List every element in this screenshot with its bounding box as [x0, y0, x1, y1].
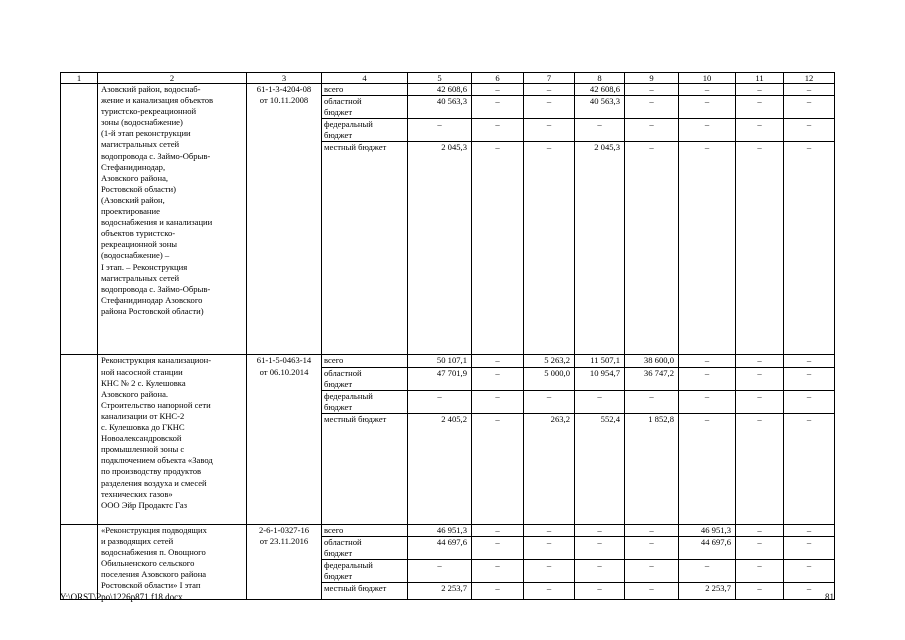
amount-cell: –: [524, 537, 575, 560]
project-name-line: магистральных сетей: [101, 139, 180, 150]
amount-cell: 42 608,6: [408, 84, 472, 96]
amount-cell: –: [575, 119, 625, 142]
amount-cell: –: [625, 142, 679, 355]
funding-source-line: всего: [324, 355, 344, 366]
funding-source-cell: [322, 537, 408, 560]
funding-source-line: областной: [324, 96, 362, 107]
funding-source-line: областной: [324, 367, 362, 378]
project-name-line: технических газов»: [101, 488, 173, 499]
project-name-line: Обильненского сельского: [101, 558, 195, 569]
amount-cell: –: [736, 96, 784, 119]
project-name-line: ной насосной станции: [101, 366, 183, 377]
project-name-line: Стефанидинодар Азовского: [101, 294, 203, 305]
amount-cell: 47 701,9: [408, 367, 472, 390]
project-name-line: водопровода с. Займо-Обрыв-: [101, 283, 211, 294]
amount-cell: –: [736, 367, 784, 390]
footer-page-number: 81: [825, 592, 834, 602]
amount-cell: –: [784, 119, 835, 142]
project-name-line: магистральных сетей: [101, 272, 180, 283]
project-name-cell: [98, 84, 247, 355]
amount-cell: –: [472, 119, 524, 142]
project-name-line: (водоснабжение) –: [101, 250, 170, 261]
funding-source-line: федеральный: [324, 560, 373, 571]
project-name-line: водопровода с. Займо-Обрыв-: [101, 150, 211, 161]
funding-source-cell: [322, 413, 408, 524]
project-name-line: Ростовской области): [101, 183, 177, 194]
amount-cell: 44 697,6: [679, 537, 736, 560]
project-name-line: по производству продуктов: [101, 466, 202, 477]
amount-cell: –: [679, 355, 736, 367]
amount-cell: 40 563,3: [408, 96, 472, 119]
funding-source-line: федеральный: [324, 119, 373, 130]
col-header: 4: [322, 73, 408, 84]
col-header: 3: [247, 73, 322, 84]
project-name-line: жение и канализация объектов: [101, 95, 214, 106]
funding-source-line: бюджет: [324, 401, 353, 412]
col-header: 7: [524, 73, 575, 84]
funding-source-line: всего: [324, 524, 344, 535]
amount-cell: –: [784, 524, 835, 536]
amount-cell: –: [524, 390, 575, 413]
row-number-cell: [61, 355, 98, 524]
amount-cell: –: [784, 142, 835, 355]
amount-cell: –: [784, 560, 835, 583]
amount-cell: –: [625, 96, 679, 119]
project-name-line: Новоалександровской: [101, 433, 182, 444]
project-name-line: разделения воздуха и смесей: [101, 477, 207, 488]
funding-source-line: бюджет: [324, 107, 353, 118]
funding-source-cell: [322, 583, 408, 600]
amount-cell: –: [736, 355, 784, 367]
project-name-line: объектов туристско-: [101, 228, 176, 239]
col-header: 12: [784, 73, 835, 84]
expertise-code-line: от 06.10.2014: [259, 366, 309, 377]
funding-source-cell: [322, 96, 408, 119]
amount-cell: –: [736, 390, 784, 413]
funding-source-line: местный бюджет: [324, 142, 387, 153]
project-name-cell: [98, 355, 247, 524]
amount-cell: –: [784, 583, 835, 600]
expertise-code-line: от 23.11.2016: [259, 536, 309, 547]
project-name-line: Азовский район, водоснаб-: [101, 84, 201, 94]
project-name-line: КНС № 2 с. Кулешовка: [101, 377, 186, 388]
expertise-code-line: 61-1-3-4204-08: [256, 84, 312, 94]
funding-source-line: областной: [324, 537, 362, 548]
funding-source-cell: [322, 142, 408, 355]
amount-cell: –: [575, 537, 625, 560]
project-name-line: подключением объекта «Завод: [101, 455, 213, 466]
project-name-cell: [98, 524, 247, 599]
project-name-line: поселения Азовского района: [101, 569, 207, 580]
amount-cell: –: [575, 524, 625, 536]
amount-cell: 46 951,3: [408, 524, 472, 536]
project-name-line: Азовского района,: [101, 172, 169, 183]
amount-cell: –: [625, 390, 679, 413]
amount-cell: 50 107,1: [408, 355, 472, 367]
amount-cell: 2 045,3: [575, 142, 625, 355]
amount-cell: –: [408, 119, 472, 142]
amount-cell: –: [736, 142, 784, 355]
col-header: 1: [61, 73, 98, 84]
amount-cell: –: [472, 367, 524, 390]
amount-cell: –: [736, 583, 784, 600]
amount-cell: –: [784, 355, 835, 367]
table-row: [61, 84, 835, 96]
amount-cell: 40 563,3: [575, 96, 625, 119]
amount-cell: –: [472, 413, 524, 524]
col-header: 10: [679, 73, 736, 84]
row-number-cell: [61, 524, 98, 599]
amount-cell: 2 045,3: [408, 142, 472, 355]
funding-source-cell: [322, 84, 408, 96]
expertise-code-line: 2-6-1-0327-16: [258, 524, 310, 535]
amount-cell: 1 852,8: [625, 413, 679, 524]
project-name-line: Азовского района.: [101, 388, 169, 399]
amount-cell: –: [736, 560, 784, 583]
project-name-line: (1-й этап реконструкции: [101, 128, 191, 139]
amount-cell: 42 608,6: [575, 84, 625, 96]
amount-cell: –: [575, 583, 625, 600]
expertise-code-line: от 10.11.2008: [259, 95, 309, 106]
amount-cell: –: [736, 524, 784, 536]
amount-cell: –: [524, 96, 575, 119]
amount-cell: 2 253,7: [679, 583, 736, 600]
amount-cell: –: [524, 119, 575, 142]
amount-cell: –: [625, 583, 679, 600]
amount-cell: –: [472, 84, 524, 96]
amount-cell: –: [625, 560, 679, 583]
project-name-line: «Реконструкция подводящих: [101, 524, 207, 535]
funding-source-cell: [322, 560, 408, 583]
amount-cell: –: [625, 524, 679, 536]
amount-cell: –: [679, 142, 736, 355]
funding-source-cell: [322, 367, 408, 390]
project-name-line: промышленной зоны с: [101, 444, 185, 455]
amount-cell: 46 951,3: [679, 524, 736, 536]
amount-cell: 38 600,0: [625, 355, 679, 367]
amount-cell: –: [679, 560, 736, 583]
project-name-line: Стефанидинодар,: [101, 161, 166, 172]
amount-cell: –: [625, 84, 679, 96]
funding-source-line: всего: [324, 84, 344, 94]
funding-source-cell: [322, 355, 408, 367]
amount-cell: –: [784, 537, 835, 560]
amount-cell: –: [625, 119, 679, 142]
amount-cell: –: [679, 390, 736, 413]
col-header: 5: [408, 73, 472, 84]
col-header: 11: [736, 73, 784, 84]
budget-table: [60, 72, 835, 600]
amount-cell: 2 253,7: [408, 583, 472, 600]
amount-cell: –: [524, 524, 575, 536]
expertise-code-cell: [247, 84, 322, 355]
amount-cell: –: [736, 119, 784, 142]
funding-source-line: федеральный: [324, 390, 373, 401]
funding-source-line: местный бюджет: [324, 583, 387, 594]
amount-cell: 2 405,2: [408, 413, 472, 524]
col-header: 6: [472, 73, 524, 84]
funding-source-line: бюджет: [324, 378, 353, 389]
amount-cell: –: [736, 537, 784, 560]
amount-cell: –: [472, 142, 524, 355]
project-name-line: Реконструкция канализацион-: [101, 355, 212, 366]
amount-cell: –: [408, 560, 472, 583]
project-name-line: района Ростовской области): [101, 305, 204, 316]
amount-cell: 36 747,2: [625, 367, 679, 390]
header-row: [61, 73, 835, 84]
table-row: [61, 355, 835, 367]
amount-cell: –: [472, 390, 524, 413]
amount-cell: –: [679, 367, 736, 390]
amount-cell: –: [784, 84, 835, 96]
amount-cell: –: [408, 390, 472, 413]
amount-cell: 263,2: [524, 413, 575, 524]
col-header: 2: [98, 73, 247, 84]
project-name-line: водоснабжения и канализации: [101, 217, 213, 228]
funding-source-line: бюджет: [324, 130, 353, 141]
amount-cell: 44 697,6: [408, 537, 472, 560]
funding-source-cell: [322, 390, 408, 413]
amount-cell: –: [524, 583, 575, 600]
amount-cell: 11 507,1: [575, 355, 625, 367]
amount-cell: 552,4: [575, 413, 625, 524]
amount-cell: –: [784, 367, 835, 390]
amount-cell: –: [736, 84, 784, 96]
amount-cell: –: [679, 119, 736, 142]
project-name-line: I этап. – Реконструкция: [101, 261, 188, 272]
funding-source-line: местный бюджет: [324, 413, 387, 424]
amount-cell: –: [679, 84, 736, 96]
project-name-line: рекреационной зоны: [101, 239, 178, 250]
amount-cell: –: [524, 84, 575, 96]
expertise-code-cell: [247, 355, 322, 524]
amount-cell: –: [472, 355, 524, 367]
amount-cell: –: [679, 413, 736, 524]
col-header: 9: [625, 73, 679, 84]
amount-cell: –: [679, 96, 736, 119]
project-name-line: водоснабжения п. Овощного: [101, 547, 206, 558]
footer-file-path: Y:\ORST\Ppo\1226p871.f18.docx: [60, 592, 183, 602]
amount-cell: 5 000,0: [524, 367, 575, 390]
expertise-code-cell: [247, 524, 322, 599]
amount-cell: –: [524, 560, 575, 583]
col-header: 8: [575, 73, 625, 84]
project-name-line: проектирование: [101, 206, 160, 217]
amount-cell: –: [472, 96, 524, 119]
amount-cell: –: [784, 413, 835, 524]
funding-source-line: бюджет: [324, 571, 353, 582]
funding-source-cell: [322, 119, 408, 142]
amount-cell: –: [784, 390, 835, 413]
amount-cell: –: [524, 142, 575, 355]
amount-cell: –: [472, 583, 524, 600]
project-name-line: Строительство напорной сети: [101, 399, 211, 410]
project-name-line: канализации от КНС-2: [101, 410, 185, 421]
amount-cell: –: [472, 524, 524, 536]
project-name-line: и разводящих сетей: [101, 536, 174, 547]
project-name-line: Ростовской области» I этап: [101, 580, 201, 591]
project-name-line: туристско-рекреационной: [101, 106, 197, 117]
amount-cell: 5 263,2: [524, 355, 575, 367]
row-number-cell: [61, 84, 98, 355]
amount-cell: –: [736, 413, 784, 524]
amount-cell: –: [784, 96, 835, 119]
funding-source-line: бюджет: [324, 548, 353, 559]
amount-cell: –: [472, 537, 524, 560]
project-name-line: (Азовский район,: [101, 194, 165, 205]
project-name-line: зоны (водоснабжение): [101, 117, 183, 128]
table-row: [61, 524, 835, 536]
amount-cell: –: [575, 390, 625, 413]
project-name-line: ООО Эйр Продактс Газ: [101, 499, 188, 510]
expertise-code-line: 61-1-5-0463-14: [256, 355, 312, 366]
amount-cell: –: [575, 560, 625, 583]
amount-cell: 10 954,7: [575, 367, 625, 390]
funding-source-cell: [322, 524, 408, 536]
amount-cell: –: [625, 537, 679, 560]
project-name-line: с. Кулешовка до ГКНС: [101, 422, 185, 433]
amount-cell: –: [472, 560, 524, 583]
